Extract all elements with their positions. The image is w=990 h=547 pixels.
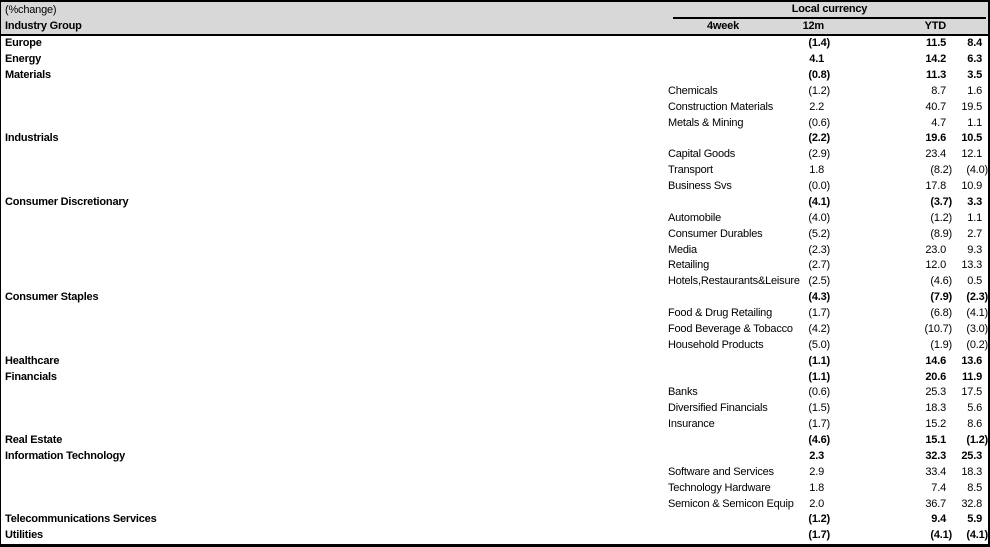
value-ytd: 25.3 <box>961 449 982 462</box>
value-4week: (1.7) <box>808 418 830 431</box>
table-row <box>1 131 988 147</box>
value-12m: 40.7 <box>925 100 946 113</box>
value-ytd: 8.6 <box>967 418 982 431</box>
sub-industry-label: Consumer Durables <box>668 227 763 240</box>
value-ytd: 13.3 <box>961 259 982 272</box>
value-ytd: 18.3 <box>961 465 982 478</box>
value-4week: (2.7) <box>808 259 830 272</box>
value-ytd: 32.8 <box>961 497 982 510</box>
sub-industry-label: Transport <box>668 164 713 177</box>
value-ytd: (2.3) <box>966 291 988 304</box>
value-4week: (0.6) <box>808 116 830 129</box>
value-12m: (6.8) <box>930 307 952 320</box>
industry-group-label: Europe <box>5 37 42 50</box>
industry-group-label: Real Estate <box>5 434 63 447</box>
industry-group-label: Utilities <box>5 529 43 542</box>
value-ytd: 1.6 <box>967 84 982 97</box>
sub-industry-label: Automobile <box>668 211 722 224</box>
value-12m: 18.3 <box>925 402 946 415</box>
table-row <box>1 84 988 100</box>
industry-group-label: Information Technology <box>5 449 126 462</box>
value-12m: 23.0 <box>925 243 946 256</box>
value-4week: (4.1) <box>808 195 830 208</box>
percent-change-label: (%change) <box>5 4 57 16</box>
table-row <box>1 496 988 512</box>
value-12m: 15.1 <box>925 434 946 447</box>
value-ytd: 3.5 <box>967 68 982 81</box>
value-ytd: 6.3 <box>967 53 982 66</box>
table-row <box>1 179 988 195</box>
sub-industry-label: Retailing <box>668 259 710 272</box>
table-row <box>1 338 988 354</box>
table-row <box>1 512 988 528</box>
value-12m: (7.9) <box>930 291 952 304</box>
value-4week: (4.6) <box>808 434 830 447</box>
table-row <box>1 227 988 243</box>
sub-industry-label: Capital Goods <box>668 148 736 161</box>
value-4week: (1.1) <box>808 370 830 383</box>
sub-industry-label: Software and Services <box>668 465 774 478</box>
table-row <box>1 433 988 449</box>
table-row <box>1 306 988 322</box>
value-12m: 14.6 <box>925 354 946 367</box>
table-row <box>1 322 988 338</box>
value-4week: (4.0) <box>808 211 830 224</box>
table-row <box>1 52 988 68</box>
value-12m: (4.6) <box>930 275 952 288</box>
industry-group-label: Financials <box>5 370 57 383</box>
value-4week: 4.1 <box>809 53 824 66</box>
value-ytd: 9.3 <box>967 243 982 256</box>
sub-industry-label: Food & Drug Retailing <box>668 307 773 320</box>
value-ytd: 8.4 <box>967 37 982 50</box>
value-4week: (4.2) <box>808 322 830 335</box>
value-ytd: 1.1 <box>967 211 982 224</box>
value-4week: 2.3 <box>809 449 824 462</box>
value-12m: 8.7 <box>931 84 946 97</box>
value-ytd: 13.6 <box>961 354 982 367</box>
industry-group-label: Energy <box>5 53 42 66</box>
value-12m: (8.9) <box>930 227 952 240</box>
column-header-12m: 12m <box>802 19 824 32</box>
value-4week: 2.9 <box>809 465 824 478</box>
value-ytd: 11.9 <box>961 370 982 383</box>
column-header-4week: 4week <box>706 19 739 32</box>
value-12m: 11.3 <box>925 68 946 81</box>
value-ytd: 17.5 <box>961 386 982 399</box>
value-12m: 9.4 <box>931 513 946 526</box>
value-ytd: 8.5 <box>967 481 982 494</box>
table-row <box>1 417 988 433</box>
value-ytd: (3.0) <box>966 322 988 335</box>
table-row <box>1 385 988 401</box>
sub-industry-label: Hotels,Restaurants&Leisure <box>668 275 800 288</box>
value-ytd: 0.5 <box>967 275 982 288</box>
sub-industry-label: Household Products <box>668 338 764 351</box>
industry-group-header: Industry Group <box>5 19 82 32</box>
value-12m: 17.8 <box>925 180 946 193</box>
value-12m: 7.4 <box>931 481 946 494</box>
value-12m: 36.7 <box>925 497 946 510</box>
value-4week: 1.8 <box>809 481 824 494</box>
value-ytd: (0.2) <box>966 338 988 351</box>
value-ytd: 19.5 <box>961 100 982 113</box>
table-row <box>1 211 988 227</box>
sub-industry-label: Business Svs <box>668 180 732 193</box>
table-row <box>1 258 988 274</box>
value-ytd: (4.0) <box>966 164 988 177</box>
table-row <box>1 195 988 211</box>
industry-group-label: Industrials <box>5 132 59 145</box>
table-row <box>1 449 988 465</box>
value-4week: (1.4) <box>808 37 830 50</box>
sub-industry-label: Chemicals <box>668 84 718 97</box>
table-header <box>1 2 988 36</box>
sub-industry-label: Semicon & Semicon Equip <box>668 497 794 510</box>
value-ytd: (4.1) <box>966 529 988 542</box>
value-4week: (1.7) <box>808 307 830 320</box>
value-12m: 11.5 <box>925 37 946 50</box>
value-4week: 2.0 <box>809 497 824 510</box>
industry-group-label: Materials <box>5 68 51 81</box>
sub-industry-label: Media <box>668 243 697 256</box>
table-row <box>1 465 988 481</box>
value-ytd: (1.2) <box>966 434 988 447</box>
table-row <box>1 369 988 385</box>
value-12m: 25.3 <box>925 386 946 399</box>
table-row <box>1 68 988 84</box>
value-4week: (0.6) <box>808 386 830 399</box>
sub-industry-label: Construction Materials <box>668 100 774 113</box>
value-4week: (1.1) <box>808 354 830 367</box>
value-4week: (2.3) <box>808 243 830 256</box>
table-row <box>1 147 988 163</box>
value-4week: (2.2) <box>808 132 830 145</box>
sub-industry-label: Food Beverage & Tobacco <box>668 322 793 335</box>
table-row <box>1 115 988 131</box>
sub-industry-label: Metals & Mining <box>668 116 744 129</box>
table-body <box>1 36 988 544</box>
table-row <box>1 528 988 544</box>
value-4week: (1.2) <box>808 513 830 526</box>
value-4week: (0.0) <box>808 180 830 193</box>
value-4week: (4.3) <box>808 291 830 304</box>
value-4week: (5.0) <box>808 338 830 351</box>
value-12m: (1.2) <box>930 211 952 224</box>
value-4week: (2.9) <box>808 148 830 161</box>
table-row <box>1 163 988 179</box>
value-ytd: (4.1) <box>966 307 988 320</box>
value-12m: (3.7) <box>930 195 952 208</box>
value-12m: 4.7 <box>931 116 946 129</box>
value-ytd: 10.5 <box>961 132 982 145</box>
value-12m: 14.2 <box>925 53 946 66</box>
column-header-ytd: YTD <box>924 19 946 32</box>
header-row-columns <box>1 18 988 34</box>
value-4week: 1.8 <box>809 164 824 177</box>
value-12m: (8.2) <box>930 164 952 177</box>
value-4week: (5.2) <box>808 227 830 240</box>
value-12m: (1.9) <box>930 338 952 351</box>
value-12m: 32.3 <box>925 449 946 462</box>
value-12m: 23.4 <box>925 148 946 161</box>
value-4week: (0.8) <box>808 68 830 81</box>
value-ytd: 12.1 <box>961 148 982 161</box>
industry-group-label: Consumer Discretionary <box>5 195 129 208</box>
table-row <box>1 401 988 417</box>
value-ytd: 1.1 <box>967 116 982 129</box>
table-row <box>1 290 988 306</box>
value-12m: 33.4 <box>925 465 946 478</box>
sub-industry-label: Insurance <box>668 418 715 431</box>
table-row <box>1 242 988 258</box>
table-row <box>1 36 988 52</box>
value-4week: (1.7) <box>808 529 830 542</box>
sub-industry-label: Banks <box>668 386 698 399</box>
value-12m: (10.7) <box>924 322 952 335</box>
value-ytd: 10.9 <box>961 180 982 193</box>
industry-group-label: Telecommunications Services <box>5 513 157 526</box>
value-12m: 12.0 <box>925 259 946 272</box>
sub-industry-label: Technology Hardware <box>668 481 771 494</box>
industry-group-label: Consumer Staples <box>5 291 99 304</box>
value-12m: 19.6 <box>925 132 946 145</box>
sub-industry-label: Diversified Financials <box>668 402 768 415</box>
table-row <box>1 481 988 497</box>
table-row <box>1 100 988 116</box>
table-row <box>1 274 988 290</box>
value-4week: (1.5) <box>808 402 830 415</box>
value-4week: (2.5) <box>808 275 830 288</box>
value-12m: (4.1) <box>930 529 952 542</box>
value-4week: 2.2 <box>809 100 824 113</box>
value-12m: 20.6 <box>925 370 946 383</box>
value-ytd: 3.3 <box>967 195 982 208</box>
value-ytd: 5.9 <box>967 513 982 526</box>
value-4week: (1.2) <box>808 84 830 97</box>
value-12m: 15.2 <box>925 418 946 431</box>
value-ytd: 5.6 <box>967 402 982 415</box>
header-row-top <box>1 2 988 18</box>
table-row <box>1 354 988 370</box>
value-ytd: 2.7 <box>967 227 982 240</box>
local-currency-header: Local currency <box>673 2 986 19</box>
industry-group-label: Healthcare <box>5 354 60 367</box>
